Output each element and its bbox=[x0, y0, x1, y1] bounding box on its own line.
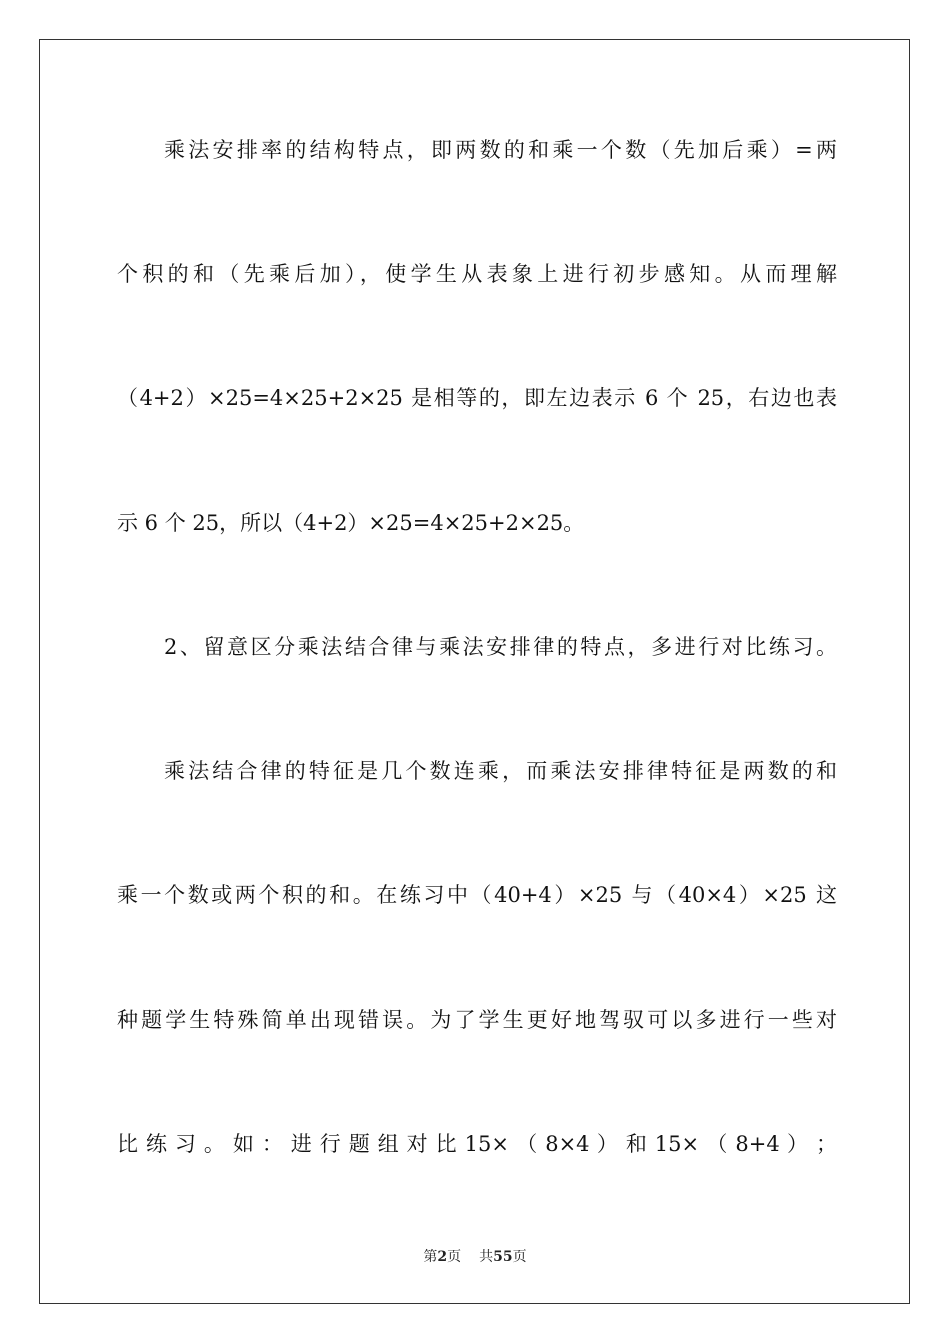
page-prefix: 第 bbox=[423, 1249, 438, 1265]
paragraph-line-9: 比 练 习 。 如 ： 进 行 题 组 对 比 15× （ 8×4 ） 和 15× （ 8+4 ） ； bbox=[117, 1132, 837, 1156]
paragraph-line-8: 种题学生特殊简单出现错误。为了学生更好地驾驭可以多进行一些对 bbox=[117, 1008, 837, 1032]
paragraph-line-4: 示 6 个 25，所以（4+2）×25=4×25+2×25。 bbox=[117, 511, 585, 535]
paragraph-line-7: 乘一个数或两个积的和。在练习中（40+4）×25 与（40×4）×25 这 bbox=[117, 883, 837, 907]
page-footer bbox=[0, 1247, 950, 1267]
paragraph-line-3: （4+2）×25=4×25+2×25 是相等的，即左边表示 6 个 25，右边也表 bbox=[117, 386, 837, 410]
total-suffix: 页 bbox=[512, 1249, 527, 1265]
page-frame bbox=[39, 39, 910, 1304]
current-page-number: 2 bbox=[437, 1249, 448, 1265]
paragraph-line-1: 乘法安排率的结构特点，即两数的和乘一个数（先加后乘）=两 bbox=[164, 138, 837, 162]
paragraph-line-5: 2、留意区分乘法结合律与乘法安排律的特点，多进行对比练习。 bbox=[164, 635, 837, 659]
page-suffix: 页 bbox=[447, 1249, 462, 1265]
paragraph-line-6: 乘法结合律的特征是几个数连乘，而乘法安排律特征是两数的和 bbox=[164, 759, 837, 783]
paragraph-line-2: 个积的和（先乘后加），使学生从表象上进行初步感知。从而理解 bbox=[117, 262, 837, 286]
total-page-count: 55 bbox=[493, 1249, 513, 1265]
total-prefix: 共 bbox=[479, 1249, 494, 1265]
